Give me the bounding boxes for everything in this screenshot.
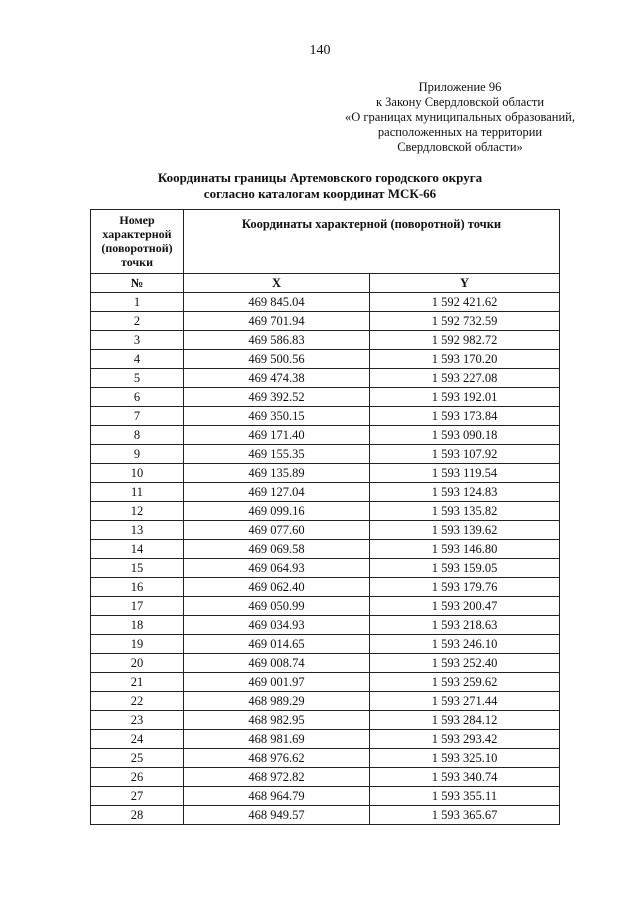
point-number-cell: 20 bbox=[91, 654, 184, 673]
y-coordinate-cell: 1 592 732.59 bbox=[370, 312, 560, 331]
x-coordinate-cell: 469 135.89 bbox=[184, 464, 370, 483]
table-body bbox=[91, 293, 560, 825]
point-number-cell: 16 bbox=[91, 578, 184, 597]
y-coordinate-cell: 1 593 090.18 bbox=[370, 426, 560, 445]
point-number-cell: 19 bbox=[91, 635, 184, 654]
point-number-cell: 2 bbox=[91, 312, 184, 331]
x-coordinate-cell: 469 586.83 bbox=[184, 331, 370, 350]
table-row bbox=[91, 654, 560, 673]
x-coordinate-cell: 468 981.69 bbox=[184, 730, 370, 749]
table-row bbox=[91, 445, 560, 464]
appendix-line: «О границах муниципальных образований, bbox=[345, 110, 575, 124]
point-number-cell: 28 bbox=[91, 806, 184, 825]
point-number-cell: 25 bbox=[91, 749, 184, 768]
y-coordinate-cell: 1 593 271.44 bbox=[370, 692, 560, 711]
point-number-cell: 15 bbox=[91, 559, 184, 578]
column-x-header: X bbox=[184, 274, 370, 293]
point-number-cell: 14 bbox=[91, 540, 184, 559]
x-coordinate-cell: 468 964.79 bbox=[184, 787, 370, 806]
table-row bbox=[91, 426, 560, 445]
table-row bbox=[91, 749, 560, 768]
table-row bbox=[91, 787, 560, 806]
table-row bbox=[91, 521, 560, 540]
y-coordinate-cell: 1 592 982.72 bbox=[370, 331, 560, 350]
coordinates-table bbox=[90, 209, 560, 825]
y-coordinate-cell: 1 593 179.76 bbox=[370, 578, 560, 597]
table-row bbox=[91, 559, 560, 578]
point-number-cell: 27 bbox=[91, 787, 184, 806]
title-line: согласно каталогам координат МСК-66 bbox=[203, 186, 437, 201]
table-row bbox=[91, 540, 560, 559]
appendix-line: расположенных на территории bbox=[377, 125, 543, 139]
table-row bbox=[91, 331, 560, 350]
y-coordinate-cell: 1 593 325.10 bbox=[370, 749, 560, 768]
table-row bbox=[91, 388, 560, 407]
point-number-cell: 26 bbox=[91, 768, 184, 787]
x-coordinate-cell: 468 949.57 bbox=[184, 806, 370, 825]
point-number-cell: 4 bbox=[91, 350, 184, 369]
column-y-header: Y bbox=[370, 274, 560, 293]
point-number-cell: 12 bbox=[91, 502, 184, 521]
y-coordinate-cell: 1 593 146.80 bbox=[370, 540, 560, 559]
y-coordinate-cell: 1 593 355.11 bbox=[370, 787, 560, 806]
y-coordinate-cell: 1 593 218.63 bbox=[370, 616, 560, 635]
point-number-cell: 18 bbox=[91, 616, 184, 635]
y-coordinate-cell: 1 593 139.62 bbox=[370, 521, 560, 540]
title-line: Координаты границы Артемовского городского округа bbox=[157, 170, 483, 185]
table-row bbox=[91, 711, 560, 730]
table-row bbox=[91, 350, 560, 369]
x-coordinate-cell: 469 350.15 bbox=[184, 407, 370, 426]
y-coordinate-cell: 1 593 159.05 bbox=[370, 559, 560, 578]
x-coordinate-cell: 469 701.94 bbox=[184, 312, 370, 331]
y-coordinate-cell: 1 593 259.62 bbox=[370, 673, 560, 692]
point-number-cell: 1 bbox=[91, 293, 184, 312]
y-coordinate-cell: 1 593 173.84 bbox=[370, 407, 560, 426]
x-coordinate-cell: 469 014.65 bbox=[184, 635, 370, 654]
x-coordinate-cell: 469 392.52 bbox=[184, 388, 370, 407]
point-number-cell: 9 bbox=[91, 445, 184, 464]
y-coordinate-cell: 1 593 192.01 bbox=[370, 388, 560, 407]
table-row bbox=[91, 768, 560, 787]
y-coordinate-cell: 1 592 421.62 bbox=[370, 293, 560, 312]
point-number-cell: 5 bbox=[91, 369, 184, 388]
point-number-cell: 10 bbox=[91, 464, 184, 483]
y-coordinate-cell: 1 593 124.83 bbox=[370, 483, 560, 502]
table-row bbox=[91, 597, 560, 616]
y-coordinate-cell: 1 593 252.40 bbox=[370, 654, 560, 673]
table-row bbox=[91, 692, 560, 711]
x-coordinate-cell: 469 500.56 bbox=[184, 350, 370, 369]
header-point-number: Номер характерной (поворотной) точки bbox=[91, 210, 184, 274]
appendix-header bbox=[330, 80, 590, 155]
x-coordinate-cell: 469 171.40 bbox=[184, 426, 370, 445]
y-coordinate-cell: 1 593 119.54 bbox=[370, 464, 560, 483]
x-coordinate-cell: 469 127.04 bbox=[184, 483, 370, 502]
x-coordinate-cell: 469 001.97 bbox=[184, 673, 370, 692]
appendix-line: Свердловской области» bbox=[397, 140, 523, 154]
page-number: 140 bbox=[309, 43, 331, 58]
table-row bbox=[91, 312, 560, 331]
table-row bbox=[91, 293, 560, 312]
x-coordinate-cell: 469 064.93 bbox=[184, 559, 370, 578]
table-row bbox=[91, 578, 560, 597]
x-coordinate-cell: 469 474.38 bbox=[184, 369, 370, 388]
x-coordinate-cell: 469 008.74 bbox=[184, 654, 370, 673]
point-number-cell: 13 bbox=[91, 521, 184, 540]
x-coordinate-cell: 469 069.58 bbox=[184, 540, 370, 559]
x-coordinate-cell: 468 982.95 bbox=[184, 711, 370, 730]
point-number-cell: 17 bbox=[91, 597, 184, 616]
y-coordinate-cell: 1 593 227.08 bbox=[370, 369, 560, 388]
x-coordinate-cell: 469 062.40 bbox=[184, 578, 370, 597]
x-coordinate-cell: 469 845.04 bbox=[184, 293, 370, 312]
x-coordinate-cell: 468 972.82 bbox=[184, 768, 370, 787]
y-coordinate-cell: 1 593 246.10 bbox=[370, 635, 560, 654]
point-number-cell: 11 bbox=[91, 483, 184, 502]
appendix-line: Приложение 96 bbox=[418, 80, 502, 94]
x-coordinate-cell: 469 155.35 bbox=[184, 445, 370, 464]
table-row bbox=[91, 635, 560, 654]
table-row bbox=[91, 369, 560, 388]
appendix-line: к Закону Свердловской области bbox=[375, 95, 545, 109]
point-number-cell: 8 bbox=[91, 426, 184, 445]
point-number-cell: 21 bbox=[91, 673, 184, 692]
table-row bbox=[91, 673, 560, 692]
y-coordinate-cell: 1 593 200.47 bbox=[370, 597, 560, 616]
y-coordinate-cell: 1 593 170.20 bbox=[370, 350, 560, 369]
point-number-cell: 6 bbox=[91, 388, 184, 407]
document-title bbox=[0, 170, 640, 202]
point-number-cell: 3 bbox=[91, 331, 184, 350]
x-coordinate-cell: 469 034.93 bbox=[184, 616, 370, 635]
table-row bbox=[91, 502, 560, 521]
y-coordinate-cell: 1 593 365.67 bbox=[370, 806, 560, 825]
point-number-cell: 22 bbox=[91, 692, 184, 711]
y-coordinate-cell: 1 593 340.74 bbox=[370, 768, 560, 787]
x-coordinate-cell: 469 099.16 bbox=[184, 502, 370, 521]
table-row bbox=[91, 730, 560, 749]
table-row bbox=[91, 407, 560, 426]
y-coordinate-cell: 1 593 107.92 bbox=[370, 445, 560, 464]
x-coordinate-cell: 468 989.29 bbox=[184, 692, 370, 711]
point-number-cell: 7 bbox=[91, 407, 184, 426]
table-row bbox=[91, 616, 560, 635]
y-coordinate-cell: 1 593 293.42 bbox=[370, 730, 560, 749]
point-number-cell: 23 bbox=[91, 711, 184, 730]
table-row bbox=[91, 483, 560, 502]
x-coordinate-cell: 469 050.99 bbox=[184, 597, 370, 616]
x-coordinate-cell: 468 976.62 bbox=[184, 749, 370, 768]
point-number-cell: 24 bbox=[91, 730, 184, 749]
column-number-header: № bbox=[91, 274, 184, 293]
header-coordinates: Координаты характерной (поворотной) точки bbox=[184, 210, 560, 274]
y-coordinate-cell: 1 593 284.12 bbox=[370, 711, 560, 730]
x-coordinate-cell: 469 077.60 bbox=[184, 521, 370, 540]
table-row bbox=[91, 806, 560, 825]
y-coordinate-cell: 1 593 135.82 bbox=[370, 502, 560, 521]
table-row bbox=[91, 464, 560, 483]
